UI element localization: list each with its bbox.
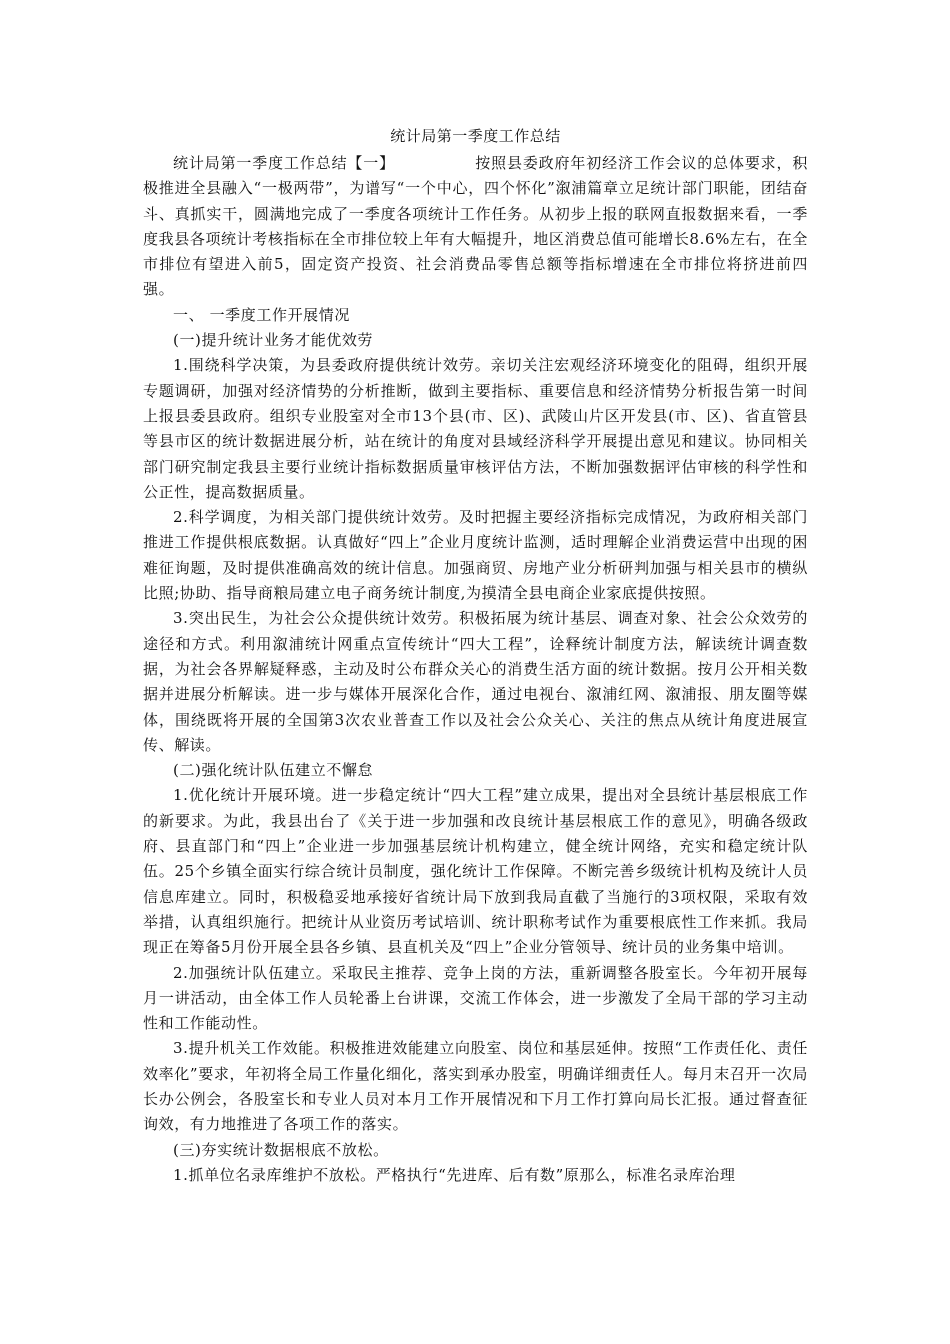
subsection-1-paragraph-1: 1.围绕科学决策，为县委政府提供统计效劳。亲切关注宏观经济环境变化的阻碍，组织开展专题调研，加强对经济情势的分析推断，做到主要指标、重要信息和经济情势分析报告第一时间上报县委县政府。组织专业股室对全市13个县(市、区)、武陵山片区开发县(市、区)、省直管县等县市区的统计数据进展分析，站在统计的角度对县域经济科学开展提出意见和建议。协同相关部门研究制定我县主要行业统计指标数据质量审核评估方法，不断加强数据评估审核的科学性和公正性，提高数据质量。 bbox=[143, 356, 808, 501]
intro-label: 统计局第一季度工作总结【一】 bbox=[173, 154, 395, 172]
document-title: 统计局第一季度工作总结 bbox=[390, 127, 561, 145]
intro-text: 按照县委政府年初经济工作会议的总体要求，积极推进全县融入“一极两带”，为谱写“一个中心，四个怀化”溆浦篇章立足统计部门职能，团结奋斗、真抓实干，圆满地完成了一季度各项统计工作任务。从初步上报的联网直报数据来看，一季度我县各项统计考核指标在全市排位较上年有大幅提升，地区消费总值可能增长8.6%左右，在全市排位有望进入前5，固定资产投资、社会消费品零售总额等指标增速在全市排位将挤进前四强。 bbox=[143, 154, 808, 299]
subsection-2-paragraph-3: 3.提升机关工作效能。积极推进效能建立向股室、岗位和基层延伸。按照“工作责任化、责任效率化”要求，年初将全局工作量化细化，落实到承办股室，明确详细责任人。每月末召开一次局长办公例会，各股室长和专业人员对本月工作开展情况和下月工作打算向局长汇报。通过督查征询效，有力地推进了各项工作的落实。 bbox=[143, 1039, 808, 1134]
subsection-1-paragraph-3: 3.突出民生，为社会公众提供统计效劳。积极拓展为统计基层、调查对象、社会公众效劳的途径和方式。利用溆浦统计网重点宣传统计“四大工程”，诠释统计制度方法，解读统计调查数据，为社会各界解疑释惑，主动及时公布群众关心的消费生活方面的统计数据。按月公开相关数据并进展分析解读。进一步与媒体开展深化合作，通过电视台、溆浦红网、溆浦报、朋友圈等媒体，围绕既将开展的全国第3次农业普查工作以及社会公众关心、关注的焦点从统计角度进展宣传、解读。 bbox=[143, 609, 808, 754]
subsection-2-paragraph-2: 2.加强统计队伍建立。采取民主推荐、竞争上岗的方法，重新调整各股室长。今年初开展每月一讲活动，由全体工作人员轮番上台讲课，交流工作体会，进一步激发了全局干部的学习主动性和工作能动性。 bbox=[143, 963, 808, 1033]
subsection-2-heading: (二)强化统计队伍建立不懈怠 bbox=[173, 761, 374, 780]
subsection-1-paragraph-2: 2.科学调度，为相关部门提供统计效劳。及时把握主要经济指标完成情况，为政府相关部门推进工作提供根底数据。认真做好“四上”企业月度统计监测，适时理解企业消费运营中出现的困难征询题，及时提供准确高效的统计信息。加强商贸、房地产业分析研判加强与相关县市的横纵比照;协助、指导商粮局建立电子商务统计制度,为摸清全县电商企业家底提供按照。 bbox=[143, 508, 808, 603]
section-1-heading: 一、 一季度工作开展情况 bbox=[173, 305, 350, 324]
subsection-2-paragraph-1: 1.优化统计开展环境。进一步稳定统计“四大工程”建立成果，提出对全县统计基层根底工作的新要求。为此，我县出台了《关于进一步加强和改良统计基层根底工作的意见》，明确各级政府、县直部门和“四上”企业进一步加强基层统计机构建立，健全统计网络，充实和稳定统计队伍。25个乡镇全面实行综合统计员制度，强化统计工作保障。不断完善乡级统计机构及统计人员信息库建立。同时，积极稳妥地承接好省统计局下放到我局直截了当施行的3项权限，采取有效举措，认真组织施行。把统计从业资历考试培训、统计职称考试作为重要根底性工作来抓。我局现正在筹备5月份开展全县各乡镇、县直机关及“四上”企业分管领导、统计员的业务集中培训。 bbox=[143, 786, 808, 957]
subsection-1-heading: (一)提升统计业务才能优效劳 bbox=[173, 331, 374, 350]
document-page bbox=[143, 124, 808, 1188]
intro-paragraph bbox=[143, 151, 808, 303]
subsection-3-heading: (三)夯实统计数据根底不放松。 bbox=[173, 1140, 389, 1159]
subsection-3-paragraph-1: 1.抓单位名录库维护不放松。严格执行“先进库、后有数”原那么，标准名录库治理 bbox=[173, 1165, 736, 1184]
